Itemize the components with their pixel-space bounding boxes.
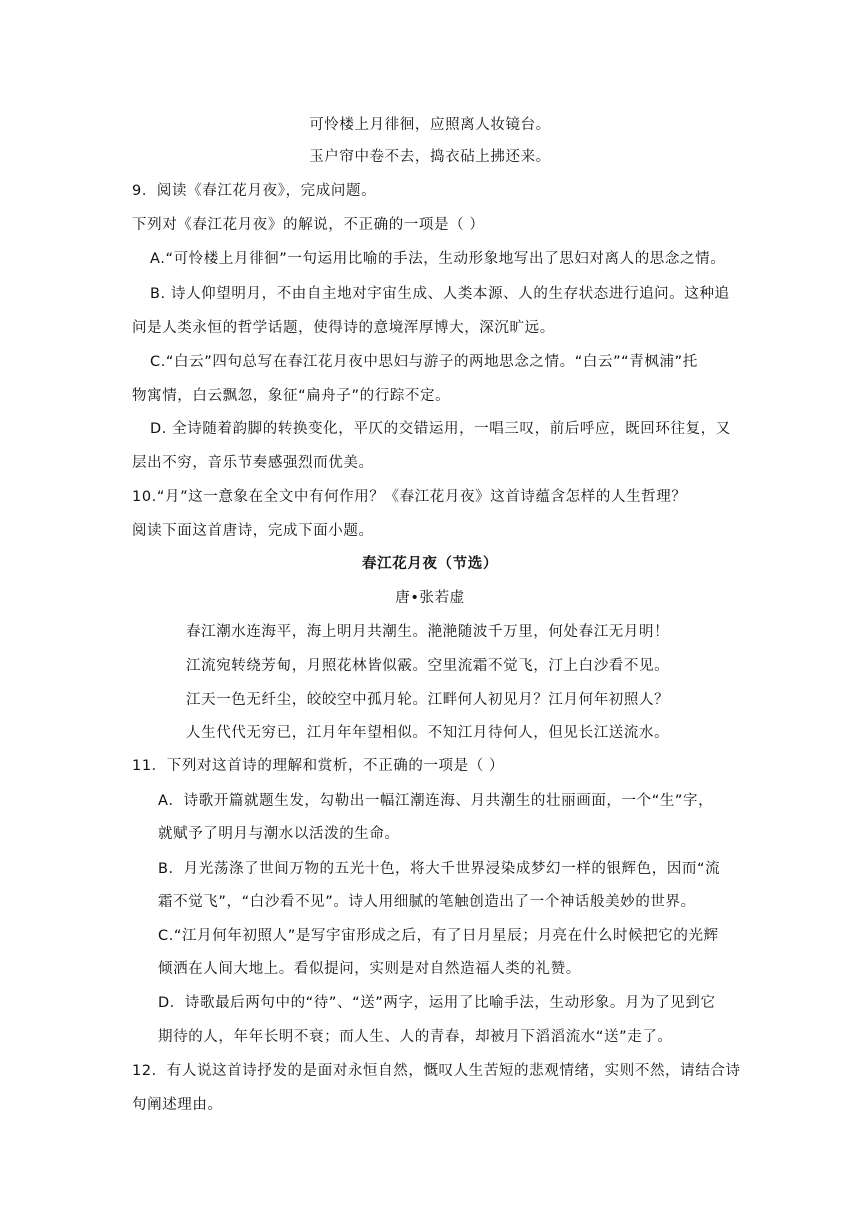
question-12: 12．有人说这首诗抒发的是面对永恒自然，慨叹人生苦短的悲观情绪，实则不然，请结合诗 bbox=[132, 1063, 741, 1079]
question-10: 10.“月”这一意象在全文中有何作用？《春江花月夜》这首诗蕴含怎样的人生哲理？ bbox=[132, 489, 687, 505]
question-11: 11．下列对这首诗的理解和赏析，不正确的一项是（ ） bbox=[132, 758, 505, 774]
poem-author: 唐•张若虚 bbox=[395, 590, 465, 606]
poem-line: 玉户帘中卷不去，捣衣砧上拂还来。 bbox=[309, 149, 551, 165]
poem-line: 人生代代无穷已，江月年年望相似。不知江月待何人，但见长江送流水。 bbox=[186, 725, 670, 741]
question-9: 9．阅读《春江花月夜》，完成问题。 bbox=[132, 183, 377, 199]
option-c-cont: 物寓情，白云飘忽，象征“扁舟子”的行踪不定。 bbox=[132, 388, 451, 404]
question-12-cont: 句阐述理由。 bbox=[132, 1097, 223, 1113]
option-c: C.“白云”四句总写在春江花月夜中思妇与游子的两地思念之情。“白云”“青枫浦”托 bbox=[150, 354, 698, 370]
poem-title: 春江花月夜（节选） bbox=[362, 556, 498, 572]
option-a: A．诗歌开篇就题生发，勾勒出一幅江潮连海、月共潮生的壮丽画面，一个“生”字， bbox=[158, 793, 714, 809]
option-b-cont: 霜不觉飞”，“白沙看不见”。诗人用细腻的笔触创造出了一个神话般美妙的世界。 bbox=[158, 894, 696, 910]
poem-line: 春江潮水连海平，海上明月共潮生。滟滟随波千万里，何处春江无月明！ bbox=[186, 624, 670, 640]
option-c-cont: 倾洒在人间大地上。看似提问，实则是对自然造福人类的礼赞。 bbox=[158, 961, 581, 977]
option-d-cont: 层出不穷，音乐节奏感强烈而优美。 bbox=[132, 455, 374, 471]
option-b: B. 诗人仰望明月，不由自主地对宇宙生成、人类本源、人的生存状态进行追问。这种追 bbox=[150, 286, 730, 302]
option-b-cont: 问是人类永恒的哲学话题，使得诗的意境浑厚博大，深沉旷远。 bbox=[132, 320, 555, 336]
option-c: C.“江月何年初照人”是写宇宙形成之后，有了日月星辰；月亮在什么时候把它的光辉 bbox=[158, 928, 719, 944]
option-b: B．月光荡涤了世间万物的五光十色，将大千世界浸染成梦幻一样的银辉色，因而“流 bbox=[158, 861, 721, 877]
option-d-cont: 期待的人，年年长明不衰；而人生、人的青春，却被月下滔滔流水“送”走了。 bbox=[158, 1029, 673, 1045]
poem-line: 江天一色无纤尘，皎皎空中孤月轮。江畔何人初见月？江月何年初照人？ bbox=[186, 692, 670, 708]
option-d: D．诗歌最后两句中的“待”、“送”两字，运用了比喻手法，生动形象。月为了见到它 bbox=[158, 995, 716, 1011]
option-a-cont: 就赋予了明月与潮水以活泼的生命。 bbox=[158, 826, 400, 842]
question-9-stem: 下列对《春江花月夜》的解说，不正确的一项是（ ） bbox=[132, 217, 485, 233]
reading-instruction: 阅读下面这首唐诗，完成下面小题。 bbox=[132, 523, 374, 539]
option-a: A.“可怜楼上月徘徊”一句运用比喻的手法，生动形象地写出了思妇对离人的思念之情。 bbox=[150, 251, 726, 267]
poem-line: 江流宛转绕芳甸，月照花林皆似霰。空里流霜不觉飞，汀上白沙看不见。 bbox=[186, 658, 670, 674]
option-d: D. 全诗随着韵脚的转换变化，平仄的交错运用，一唱三叹，前后呼应，既回环往复，又 bbox=[150, 421, 731, 437]
poem-line: 可怜楼上月徘徊，应照离人妆镜台。 bbox=[309, 117, 551, 133]
